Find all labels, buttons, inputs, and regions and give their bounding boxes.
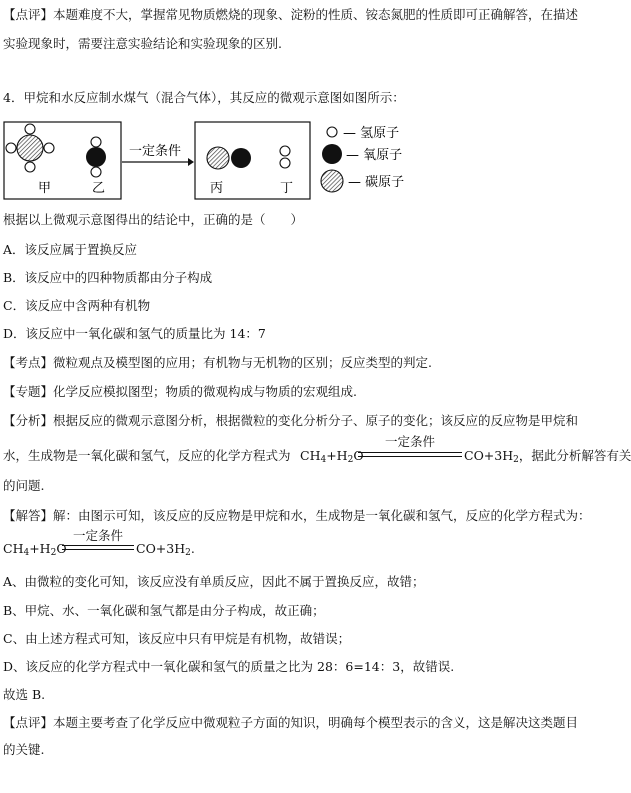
answer-line: 故选 B. — [3, 687, 46, 702]
analysis-line-3: 的问题. — [3, 478, 45, 493]
label-jia: 甲 — [38, 181, 52, 196]
label-ding: 丁 — [280, 181, 294, 196]
solution-a: A、由微粒的变化可知，该反应没有单质反应，因此不属于置换反应，故错； — [3, 574, 425, 589]
legend-hydrogen: — 氢原子 — [343, 126, 400, 141]
question-stem: 4．甲烷和水反应制水煤气（混合气体），其反应的微观示意图如图所示： — [3, 90, 405, 105]
reaction-diagram — [0, 112, 420, 204]
question-text: 根据以上微观示意图得出的结论中，正确的是（ ） — [3, 212, 304, 227]
legend-carbon: — 碳原子 — [348, 175, 405, 190]
oxygen-atom — [231, 148, 251, 168]
equation-right-2: $CO+3H_2$. — [136, 541, 195, 558]
methane-molecule — [6, 124, 54, 172]
arrow-head — [188, 158, 194, 166]
equation-left-1: $CH_4+H_2O$ — [300, 448, 364, 465]
legend-hydrogen-icon — [327, 127, 337, 137]
comment-line-1: 【点评】本题难度不大，掌握常见物质燃烧的现象、淀粉的性质、铵态氮肥的性质即可正确解答，在描述 — [3, 7, 579, 22]
equation-bar-bottom-2 — [62, 549, 134, 550]
equation-bar-bottom-1 — [358, 456, 462, 457]
hydrogen-atom — [280, 158, 290, 168]
analysis-line-2 — [3, 447, 291, 465]
oxygen-atom — [86, 147, 106, 167]
carbon-atom — [17, 135, 43, 161]
hydrogen-atom — [25, 162, 35, 172]
equation-condition-2: 一定条件 — [72, 528, 123, 543]
hydrogen-atom — [44, 143, 54, 153]
analysis-line-1: 【分析】根据反应的微观示意图分析，根据微粒的变化分析分子、原子的变化；该反应的反应物是甲烷和 — [3, 413, 579, 428]
hydrogen-atom — [25, 124, 35, 134]
label-bing: 丙 — [210, 181, 224, 196]
option-d: D．该反应中一氧化碳和氢气的质量比为 14：7 — [3, 326, 266, 341]
final-comment-line-1: 【点评】本题主要考查了化学反应中微观粒子方面的知识，明确每个模型表示的含义，这是解决这类题目 — [3, 715, 579, 730]
legend-oxygen: — 氧原子 — [346, 148, 403, 163]
hydrogen-atom — [6, 143, 16, 153]
comment-line-2: 实验现象时，需要注意实验结论和实验现象的区别. — [3, 36, 282, 51]
equation-right-1: $CO+3H_2$，据此分析解答有关 — [464, 448, 631, 465]
legend-carbon-icon — [321, 170, 343, 192]
equation-condition-1: 一定条件 — [384, 434, 435, 449]
carbon-monoxide-molecule — [207, 147, 251, 169]
label-yi: 乙 — [92, 181, 106, 196]
equation-bar-top-1 — [358, 452, 462, 453]
option-a: A．该反应属于置换反应 — [3, 242, 138, 257]
legend-oxygen-icon — [322, 144, 342, 164]
option-b: B．该反应中的四种物质都由分子构成 — [3, 270, 213, 285]
kaodian-line: 【考点】微粒观点及模型图的应用；有机物与无机物的区别；反应类型的判定. — [3, 355, 432, 370]
equation-left-2: $CH_4+H_2O$ — [3, 541, 67, 558]
arrow-condition: 一定条件 — [128, 144, 182, 159]
final-comment-line-2: 的关键. — [3, 742, 45, 757]
equation-bar-top-2 — [62, 545, 134, 546]
hydrogen-atom — [280, 146, 290, 156]
solution-b: B、甲烷、水、一氧化碳和氢气都是由分子构成，故正确； — [3, 603, 325, 618]
carbon-atom — [207, 147, 229, 169]
water-molecule — [86, 137, 106, 177]
solution-d: D、该反应的化学方程式中一氧化碳和氢气的质量之比为 28：6=14：3，故错误. — [3, 659, 455, 674]
zhuanti-line: 【专题】化学反应模拟图型；物质的微观构成与物质的宏观组成. — [3, 384, 357, 399]
solution-c: C、由上述方程式可知，该反应中只有甲烷是有机物，故错误； — [3, 631, 351, 646]
option-c: C．该反应中含两种有机物 — [3, 298, 151, 313]
solution-line-1: 【解答】解：由图示可知，该反应的反应物是甲烷和水，生成物是一氧化碳和氢气，反应的化学方程式为： — [3, 508, 591, 523]
hydrogen-atom — [91, 137, 101, 147]
hydrogen-atom — [91, 167, 101, 177]
hydrogen-molecule — [280, 146, 290, 168]
analysis-line-2-pre: 水，生成物是一氧化碳和氢气，反应的化学方程式为 — [3, 448, 291, 463]
